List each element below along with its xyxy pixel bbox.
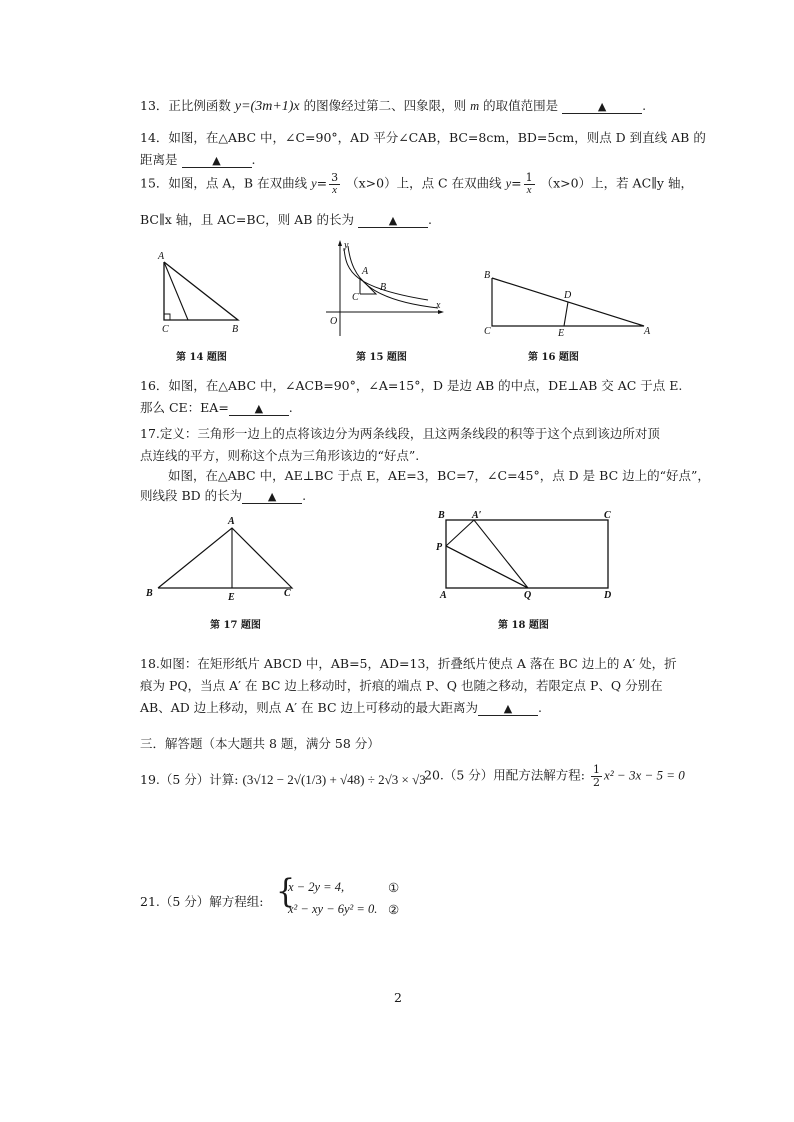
q16-mark: ▲ bbox=[254, 402, 264, 415]
q15-mark: ▲ bbox=[388, 214, 398, 227]
question-21-label: 21.（5 分）解方程组: bbox=[140, 894, 264, 909]
fig15-label-y: y bbox=[344, 240, 349, 251]
question-18-line2: 痕为 PQ，当点 A′ 在 BC 边上移动时，折痕的端点 P、Q 也随之移动，若限定点 P、Q 分别在 bbox=[140, 678, 663, 693]
question-17-line3: 如图，在△ABC 中，AE⊥BC 于点 E，AE=3，BC=7，∠C=45°，点 D 是 BC 边上的“好点”， bbox=[168, 468, 710, 483]
fig16-label-e: E bbox=[558, 328, 565, 338]
fig16-label-a: A bbox=[644, 326, 651, 337]
fig18-label-c: C bbox=[604, 510, 611, 521]
q13-end: . bbox=[642, 98, 647, 113]
figure-17 bbox=[142, 512, 302, 604]
q19-label: 19.（5 分）计算: bbox=[140, 772, 239, 787]
q18-mark: ▲ bbox=[503, 702, 513, 715]
fig18-label-d: D bbox=[604, 590, 612, 601]
question-16-line2 bbox=[140, 398, 293, 416]
fig17-label-b: B bbox=[146, 588, 153, 599]
q15-y2: y bbox=[505, 176, 512, 191]
question-17-line2: 点连线的平方，则称这个点为三角形该边的“好点”. bbox=[140, 448, 420, 463]
question-13 bbox=[140, 96, 646, 115]
question-16-line1: 16．如图，在△ABC 中，∠ACB=90°，∠A=15°，D 是边 AB 的中点，DE⊥AB 交 AC 于点 E. bbox=[140, 378, 683, 393]
fig15-label-o: O bbox=[330, 316, 338, 327]
q14-end: . bbox=[251, 152, 256, 167]
figure-16 bbox=[478, 266, 654, 338]
figure-14 bbox=[150, 248, 260, 338]
q21-brace: { bbox=[276, 872, 296, 911]
fig17-label-a: A bbox=[228, 516, 235, 527]
q18-line3-prefix: AB、AD 边上移动，则点 A′ 在 BC 边上可移动的最大距离为 bbox=[140, 700, 478, 715]
q17-answer-blank bbox=[242, 490, 302, 504]
q15-frac2 bbox=[524, 172, 535, 196]
q15-frac1 bbox=[329, 172, 340, 196]
q20-frac-den: 2 bbox=[593, 775, 601, 789]
q13-prefix: 13．正比例函数 bbox=[140, 98, 231, 113]
question-18-line1: 18.如图：在矩形纸片 ABCD 中，AB=5，AD=13，折叠纸片使点 A 落在 BC 边上的 A′ 处，折 bbox=[140, 656, 677, 671]
caption-fig15: 第 15 题图 bbox=[356, 352, 407, 363]
caption-fig14: 第 14 题图 bbox=[176, 352, 227, 363]
question-14-line1: 14．如图，在△ABC 中，∠C=90°，AD 平分∠CAB，BC=8cm，BD=5cm，则点 D 到直线 AB 的 bbox=[140, 130, 706, 145]
q14-answer-blank bbox=[182, 154, 252, 168]
q21-eq2: x² − xy − 6y² = 0. bbox=[288, 902, 378, 916]
fig18-label-a-prime: A′ bbox=[472, 510, 482, 521]
q21-n2: ② bbox=[388, 902, 400, 917]
q17-end: . bbox=[302, 488, 307, 503]
q15-answer-blank bbox=[358, 214, 428, 228]
q15-line2: BC∥x 轴，且 AC=BC，则 AB 的长为 bbox=[140, 212, 354, 227]
q18-end: . bbox=[537, 700, 542, 715]
fig17-label-c: C bbox=[284, 588, 291, 599]
q16-line2-prefix: 那么 CE：EA= bbox=[140, 400, 229, 415]
question-17-line4 bbox=[140, 486, 306, 504]
fig16-label-c: C bbox=[484, 326, 491, 337]
question-18-line3 bbox=[140, 698, 542, 716]
figure-15 bbox=[318, 238, 448, 338]
figure-18 bbox=[432, 506, 622, 602]
fig18-label-b: B bbox=[438, 510, 445, 521]
caption-fig16: 第 16 题图 bbox=[528, 352, 579, 363]
q15-frac2-num: 1 bbox=[525, 171, 533, 184]
q15-y1: y bbox=[311, 176, 317, 191]
fig16-label-d: D bbox=[564, 290, 572, 301]
q15-part1: 15．如图，点 A，B 在双曲线 bbox=[140, 175, 308, 191]
q15-frac1-num: 3 bbox=[331, 171, 339, 184]
question-14-line2 bbox=[140, 150, 255, 168]
q17-line4-prefix: 则线段 BD 的长为 bbox=[140, 488, 243, 503]
q21-eq1: x − 2y = 4, bbox=[288, 880, 345, 894]
fig18-label-a: A bbox=[440, 590, 447, 601]
q15-end: . bbox=[427, 212, 432, 227]
question-17-line1: 17.定义：三角形一边上的点将该边分为两条线段，且这两条线段的积等于这个点到该边所对顶 bbox=[140, 426, 660, 441]
fig17-label-e: E bbox=[228, 592, 235, 603]
caption-fig18: 第 18 题图 bbox=[498, 620, 549, 631]
fig14-label-a: A bbox=[158, 251, 165, 262]
page-number: 2 bbox=[394, 990, 402, 1005]
fig16-label-b: B bbox=[484, 270, 491, 281]
caption-fig17: 第 17 题图 bbox=[210, 620, 261, 631]
question-15-line1: 15．如图，点 A，B 在双曲线 y= $\frac{3}{x}$ （x>0）上，点 C 在双曲线 y= $\frac{1}{x}$ （x>0）上，若 AC∥y 轴， bbox=[140, 171, 693, 196]
q20-frac-num: 1 bbox=[593, 763, 601, 776]
fig15-label-c: C bbox=[352, 292, 359, 303]
q15-frac2-den: x bbox=[526, 183, 532, 196]
fig18-label-q: Q bbox=[524, 590, 532, 601]
question-15-line2 bbox=[140, 210, 432, 228]
q13-suffix: 的图像经过第二、四象限，则 bbox=[303, 98, 467, 113]
q18-answer-blank bbox=[478, 702, 538, 716]
q15-cond: （x>0）上，点 C 在双曲线 bbox=[346, 175, 502, 191]
fig15-label-a: A bbox=[362, 266, 369, 277]
q19-expression: (3√12 − 2√(1/3) + √48) ÷ 2√3 × √3 bbox=[242, 772, 426, 787]
q20-frac bbox=[591, 764, 602, 788]
q16-end: . bbox=[288, 400, 293, 415]
q20-label: 20.（5 分）用配方法解方程: bbox=[424, 767, 586, 783]
q13-mark: ▲ bbox=[597, 100, 607, 113]
q15-cond2: （x>0）上，若 AC∥y 轴， bbox=[540, 175, 693, 191]
section-3-title: 三．解答题（本大题共 8 题，满分 58 分） bbox=[140, 736, 380, 751]
question-19 bbox=[140, 770, 426, 788]
q13-formula: y=(3m+1)x bbox=[234, 99, 300, 114]
q20-expression: x² − 3x − 5 = 0 bbox=[604, 767, 685, 783]
q16-answer-blank bbox=[229, 402, 289, 416]
q21-n1: ① bbox=[388, 880, 400, 895]
q13-answer-blank bbox=[562, 100, 642, 114]
q17-mark: ▲ bbox=[267, 490, 277, 503]
q14-mark: ▲ bbox=[212, 154, 221, 167]
fig14-label-b: B bbox=[232, 324, 239, 335]
question-20 bbox=[424, 764, 685, 788]
fig18-label-p: P bbox=[436, 542, 443, 553]
q13-var: m bbox=[470, 99, 480, 113]
fig14-label-c: C bbox=[162, 324, 169, 335]
q13-tail: 的取值范围是 bbox=[483, 98, 559, 113]
q15-frac1-den: x bbox=[332, 183, 338, 196]
fig15-label-x: x bbox=[436, 300, 441, 311]
q14-line2-prefix: 距离是 bbox=[140, 152, 178, 167]
fig15-label-b: B bbox=[380, 282, 387, 293]
